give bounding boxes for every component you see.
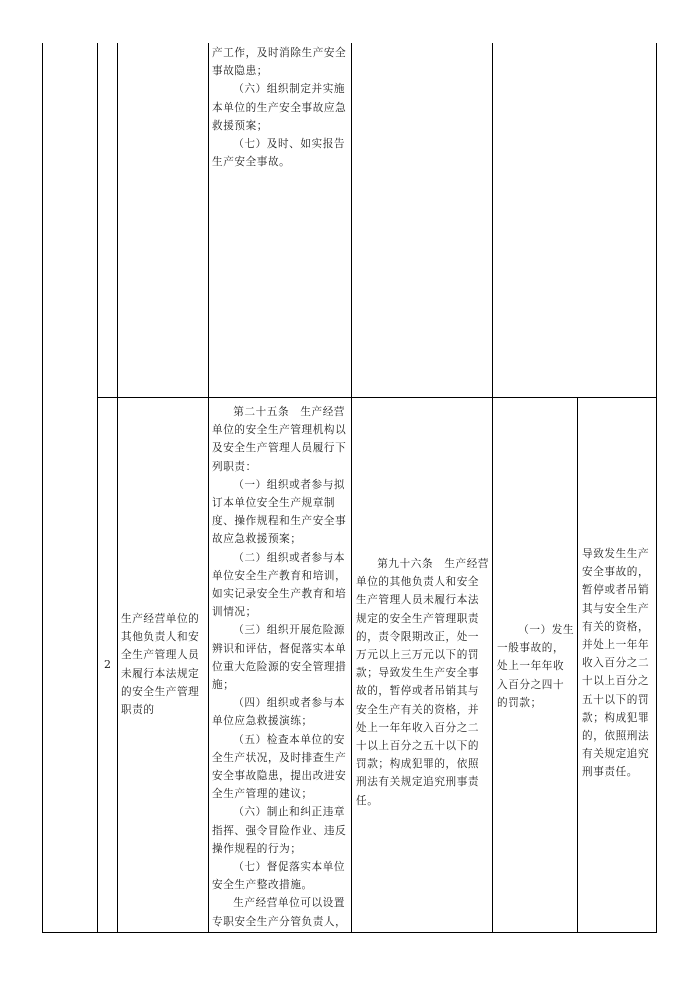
row2-penalty-clause-cell: 第九十六条 生产经营单位的其他负责人和安全生产管理人员未履行本法规定的安全生产管理职责的，责令限期改正，处一万元以上三万元以下的罚款；导致发生生产安全事故的，暂停或者吊销其与安全生产有关的资格，并处上一年年收入百分之二十以上百分之五十以下的罚款；构成犯罪的，依照刑法有关规定追究刑事责任。 <box>356 558 490 807</box>
column-divider-4 <box>351 43 352 933</box>
column-divider-1 <box>97 43 98 933</box>
row1-provision-line: 产工作，及时消除生产安全事故隐患； <box>212 47 347 78</box>
row2-provision-line: 第二十五条 生产经营单位的安全生产管理机构以及安全生产管理人员履行下列职责： <box>212 406 347 473</box>
column-divider-5 <box>492 43 493 933</box>
table-border-left <box>42 43 43 933</box>
row2-provision-line: （二）组织或者参与本单位安全生产教育和培训，如实记录安全生产教育和培训情况； <box>212 551 347 619</box>
column-divider-2 <box>117 43 118 933</box>
row2-provision-line: （一）组织或者参与拟订本单位安全生产规章制度、操作规程和生产安全事故应急救援预案； <box>212 478 347 546</box>
table-border-bottom <box>42 932 657 933</box>
row2-standard-general-cell: （一）发生一般事故的，处上一年年收入百分之四十的罚款； <box>497 624 575 709</box>
column-divider-3 <box>208 43 209 933</box>
table-border-right <box>656 43 657 933</box>
row2-number: 2 <box>104 658 111 671</box>
row2-provision-line: 生产经营单位可以设置专职安全生产分管负责人， <box>212 897 347 928</box>
row2-provision-line: （三）组织开展危险源辨识和评估，督促落实本单位重大危险源的安全管理措施； <box>212 624 347 692</box>
row2-provision-line: （四）组织或者参与本单位应急救援演练； <box>212 697 346 728</box>
row1-provisions-cell <box>212 44 348 171</box>
column-divider-6 <box>577 397 578 933</box>
row2-provision-line: （六）制止和纠正违章指挥、强令冒险作业、违反操作规程的行为； <box>212 806 347 855</box>
row2-provision-line: （七）督促落实本单位安全生产整改措施。 <box>212 861 346 892</box>
row2-provisions-cell <box>212 403 348 931</box>
row1-provision-line: （六）组织制定并实施本单位的生产安全事故应急救援预案； <box>212 83 347 132</box>
row2-standard-other-cell: 导致发生生产安全事故的，暂停或者吊销其与安全生产有关的资格，并处上一年年收入百分之二十以上百分之五十以下的罚款；构成犯罪的，依照刑法有关规定追究刑事责任。 <box>582 548 650 779</box>
row-divider <box>97 397 657 398</box>
row2-provision-line: （五）检查本单位的安全生产状况，及时排查生产安全事故隐患，提出改进安全生产管理的建议； <box>212 733 347 801</box>
row2-violation-cell: 生产经营单位的其他负责人和安全生产管理人员未履行本法规定的安全生产管理职责的 <box>121 613 200 717</box>
row1-provision-line: （七）及时、如实报告生产安全事故。 <box>212 138 346 169</box>
